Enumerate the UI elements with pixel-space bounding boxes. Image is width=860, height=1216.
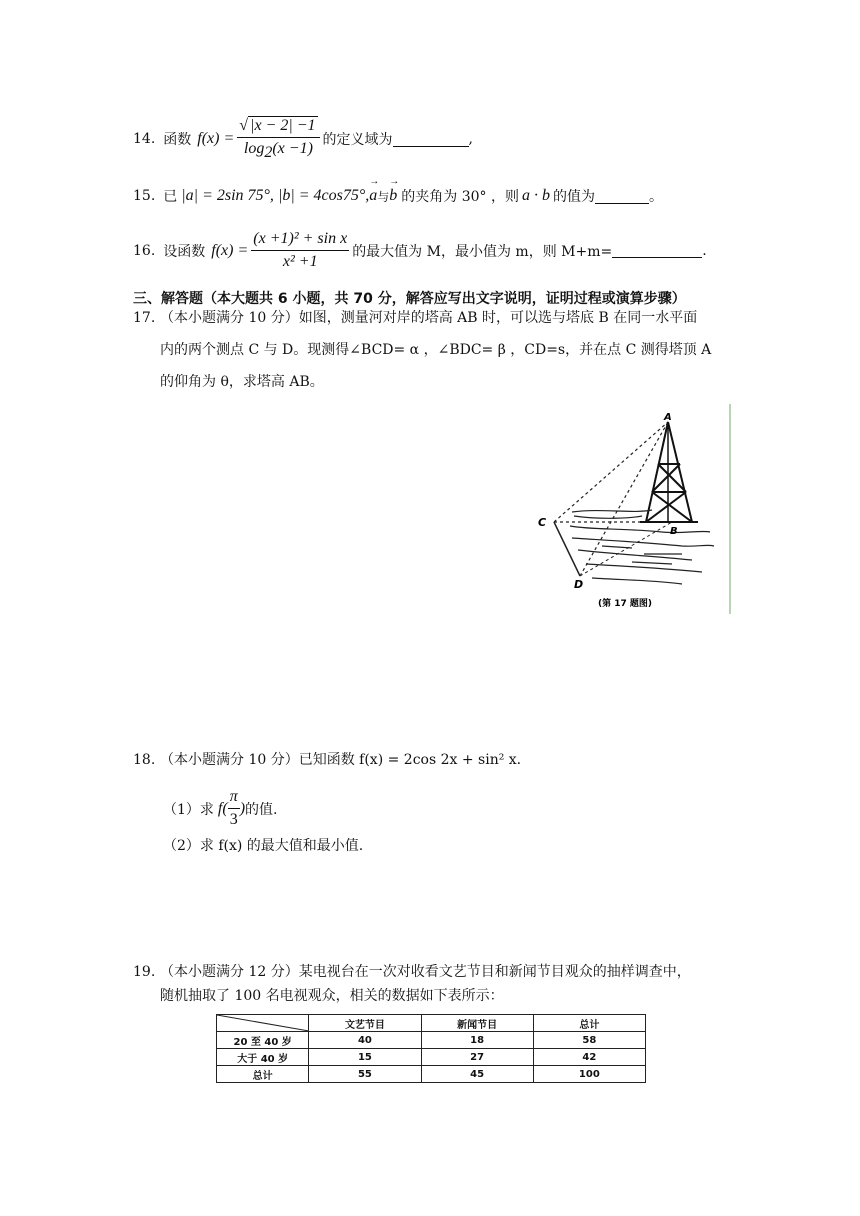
table-row	[217, 1066, 646, 1083]
punctuation: 。	[649, 189, 663, 205]
function-label: f(x) =	[211, 241, 249, 259]
punctuation: .	[702, 242, 707, 259]
question-19-line-1: （本小题满分 12 分）某电视台在一次对收看文艺节目和新闻节目观众的抽样调查中，	[160, 964, 691, 980]
fraction	[251, 230, 349, 271]
answer-blank[interactable]	[595, 189, 649, 204]
table-header-row	[217, 1015, 646, 1032]
question-text: 的夹角为 30° ，则	[401, 189, 519, 205]
vector-b-magnitude: |b| = 4cos75°,	[277, 187, 370, 204]
question-17-line-2: 内的两个测点 C 与 D。现测得∠BCD= α ，∠BDC= β ，CD=s，并在点 C 测得塔顶 A	[160, 342, 712, 358]
fraction-numerator: √ |x − 2| −1	[237, 116, 319, 138]
question-18-text: （本小题满分 10 分）已知函数 f(x) = 2cos 2x + sin² x.	[160, 752, 522, 768]
diagonal-line	[217, 1015, 309, 1031]
question-17-line-3: 的仰角为 θ，求塔高 AB。	[160, 374, 324, 390]
sight-line-ca	[554, 422, 668, 522]
label-a: A	[664, 412, 672, 423]
vector-a: → a	[369, 187, 377, 205]
label-c: C	[538, 516, 547, 529]
question-number: 15.	[133, 188, 156, 204]
table-cell: 40	[309, 1032, 421, 1049]
fraction-numerator: π	[228, 788, 240, 809]
question-15	[133, 186, 663, 206]
table-cell: 55	[309, 1066, 421, 1083]
function-call: f(	[217, 799, 228, 817]
table-header-cell: 总计	[533, 1015, 645, 1032]
question-number-17: 17.	[133, 310, 156, 326]
table-cell: 20 至 40 岁	[217, 1032, 309, 1049]
fraction	[228, 788, 240, 829]
table-cell: 总计	[217, 1066, 309, 1083]
table-header-cell	[217, 1015, 309, 1032]
dot-product: a · b	[522, 187, 550, 204]
question-17-line-1: （本小题满分 10 分）如图，测量河对岸的塔高 AB 时，可以选与塔底 B 在同一水平面	[160, 310, 698, 326]
function-call-close: )	[239, 799, 246, 817]
table-cell: 58	[533, 1032, 645, 1049]
table-cell: 45	[421, 1066, 533, 1083]
question-text: 与	[377, 189, 390, 204]
question-18-sub-1	[163, 788, 278, 829]
question-text: 设函数	[163, 243, 206, 260]
table-cell: 大于 40 岁	[217, 1049, 309, 1066]
line-cd	[554, 522, 580, 576]
fraction-numerator: (x +1)² + sin x	[251, 230, 349, 251]
question-text: 的值为	[553, 189, 595, 205]
sight-line-da	[580, 422, 668, 576]
label-d: D	[574, 578, 584, 591]
question-text: 的值.	[245, 801, 278, 818]
table-cell: 27	[421, 1049, 533, 1066]
table-row	[217, 1032, 646, 1049]
survey-table	[216, 1014, 646, 1083]
table-row	[217, 1049, 646, 1066]
question-text: 已	[163, 189, 178, 205]
fraction-denominator: $\log_2(x -1)$	[243, 140, 313, 162]
figure-caption: (第 17 题图)	[598, 599, 653, 609]
table-header-cell: 文艺节目	[309, 1015, 421, 1032]
question-16	[133, 230, 707, 271]
table-cell: 18	[421, 1032, 533, 1049]
label-b: B	[670, 526, 678, 537]
tower-river-figure	[532, 404, 732, 614]
tower	[640, 422, 698, 522]
question-number-18: 18.	[133, 752, 156, 768]
question-14	[133, 116, 473, 162]
question-number: 16.	[133, 242, 156, 259]
punctuation: ,	[468, 131, 473, 148]
table-cell: 100	[533, 1066, 645, 1083]
question-18-sub-2: （2）求 f(x) 的最大值和最小值.	[163, 838, 364, 854]
fraction-denominator: 3	[229, 811, 238, 828]
question-text: 函数	[163, 132, 192, 149]
question-19-line-2: 随机抽取了 100 名电视观众，相关的数据如下表所示：	[160, 988, 504, 1004]
question-text: 的定义域为	[322, 132, 393, 149]
sub-question-label: （1）求	[163, 801, 214, 818]
fraction-denominator: x² +1	[282, 253, 318, 270]
function-label: f(x) =	[197, 130, 235, 148]
table-cell: 15	[309, 1049, 421, 1066]
question-number-19: 19.	[133, 964, 156, 980]
answer-blank[interactable]	[612, 243, 702, 258]
fraction	[237, 116, 319, 162]
vector-b: → b	[389, 187, 397, 205]
question-number: 14.	[133, 131, 156, 148]
vector-a-magnitude: |a| = 2sin 75°,	[181, 187, 274, 204]
table-cell: 42	[533, 1049, 645, 1066]
section-heading: 三、解答题（本大题共 6 小题，共 70 分，解答应写出文字说明，证明过程或演算步骤）	[133, 291, 686, 307]
question-text: 的最大值为 M，最小值为 m，则 M+m=	[352, 243, 613, 260]
answer-blank[interactable]	[393, 132, 469, 147]
table-header-cell: 新闻节目	[421, 1015, 533, 1032]
